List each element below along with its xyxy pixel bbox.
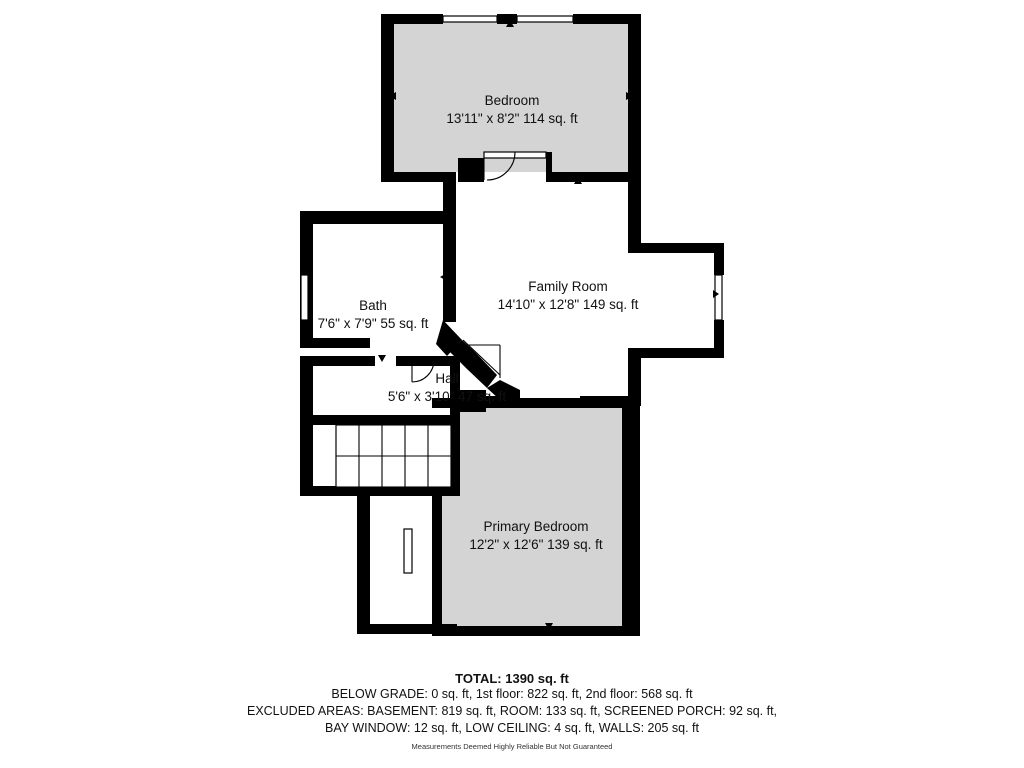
room-label-bath xyxy=(263,297,483,333)
room-name: Bedroom xyxy=(484,93,540,108)
room-label-primary-bedroom xyxy=(406,518,666,554)
staircase xyxy=(336,425,451,487)
room-name: Family Room xyxy=(528,279,608,294)
room-name: Primary Bedroom xyxy=(483,519,589,534)
room-dimensions: 5'6" x 3'10" 47 sq. ft xyxy=(387,389,507,405)
room-dimensions: 13'11" x 8'2" 114 sq. ft xyxy=(446,111,578,127)
excluded-areas-summary-line-2: BAY WINDOW: 12 sq. ft, LOW CEILING: 4 sq. ft, WALLS: 205 sq. ft xyxy=(325,721,699,735)
measurement-disclaimer: Measurements Deemed Highly Reliable But Not Guaranteed xyxy=(411,742,613,751)
room-dimensions: 7'6" x 7'9" 55 sq. ft xyxy=(317,316,429,332)
room-name: Bath xyxy=(359,298,387,313)
room-label-hall xyxy=(337,370,557,406)
below-grade-summary: BELOW GRADE: 0 sq. ft, 1st floor: 822 sq. ft, 2nd floor: 568 sq. ft xyxy=(331,687,693,701)
room-dimensions: 12'2" x 12'6" 139 sq. ft xyxy=(469,537,603,553)
excluded-areas-summary-line-1: EXCLUDED AREAS: BASEMENT: 819 sq. ft, ROOM: 133 sq. ft, SCREENED PORCH: 92 sq. ft, xyxy=(246,704,778,718)
room-dimensions: 14'10" x 12'8" 149 sq. ft xyxy=(497,297,639,313)
room-name: Hall xyxy=(435,371,459,386)
total-area-summary: TOTAL: 1390 sq. ft xyxy=(455,671,569,686)
room-label-bedroom xyxy=(382,92,642,128)
